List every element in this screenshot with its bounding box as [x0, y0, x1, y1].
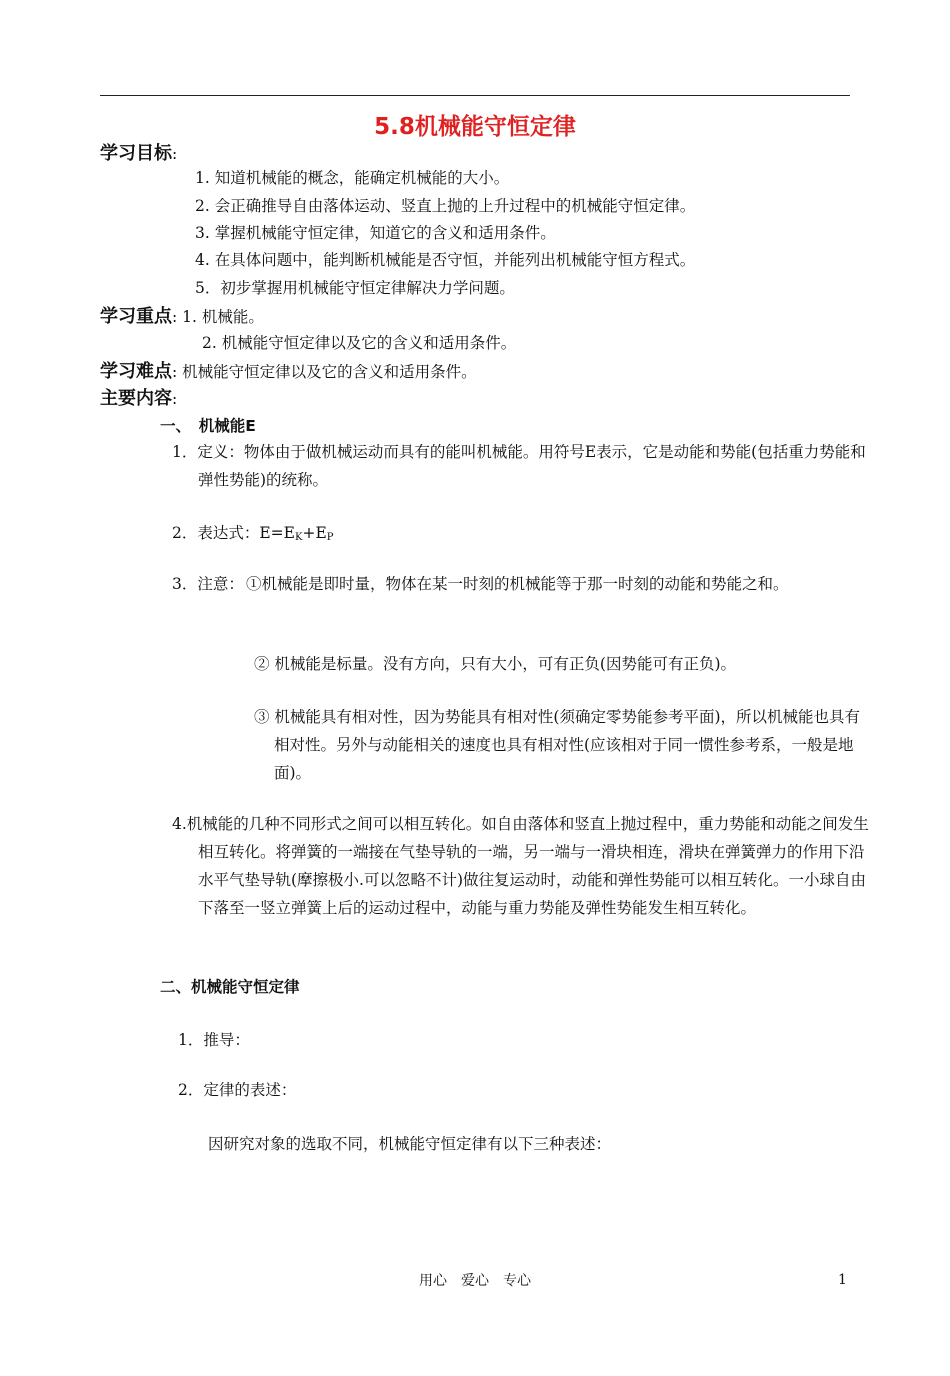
- difficulty-label: 学习难点: [100, 361, 172, 382]
- expression-plus: +E: [302, 524, 327, 542]
- main-content-colon: :: [172, 390, 178, 408]
- page-number: 1: [838, 1272, 847, 1288]
- objectives-heading: [100, 139, 177, 167]
- definition-paragraph: 1．定义：物体由于做机械运动而具有的能叫机械能。用符号E表示，它是动能和势能(包括重力势能和弹性势能)的统称。: [172, 443, 866, 489]
- section1-heading: 一、 机械能E: [160, 417, 256, 435]
- objective-item: 5．初步掌握用机械能守恒定律解决力学问题。: [195, 279, 515, 297]
- note-item-2: ② 机械能是标量。没有方向，只有大小，可有正负(因势能可有正负)。: [254, 655, 737, 673]
- key-point-item: : 1. 机械能。: [172, 308, 264, 326]
- objectives-colon: :: [172, 145, 178, 163]
- page-title: 5.8机械能守恒定律: [374, 114, 576, 140]
- main-content-label: 主要内容: [100, 388, 172, 409]
- key-point-item: 2. 机械能守恒定律以及它的含义和适用条件。: [202, 334, 517, 352]
- objective-item: 1. 知道机械能的概念，能确定机械能的大小。: [195, 169, 510, 187]
- expression-prefix: 2．表达式：E=E: [172, 524, 295, 542]
- footer-motto: 用心 爱心 专心: [419, 1273, 531, 1289]
- note-label: 3．注意：: [172, 575, 244, 593]
- key-points: [100, 302, 264, 330]
- expression-p-sub: P: [326, 532, 334, 543]
- objectives-label: 学习目标: [100, 143, 172, 164]
- key-points-label: 学习重点: [100, 306, 172, 327]
- main-content-heading: [100, 384, 177, 412]
- expression-k-sub: K: [294, 532, 303, 543]
- note-item-1: ①机械能是即时量，物体在某一时刻的机械能等于那一时刻的动能和势能之和。: [246, 575, 789, 593]
- section2-heading: 二、机械能守恒定律: [160, 978, 300, 996]
- expression-line: [172, 520, 334, 551]
- difficulty-text: : 机械能守恒定律以及它的含义和适用条件。: [172, 363, 477, 381]
- law-intro-text: 因研究对象的选取不同，机械能守恒定律有以下三种表述：: [208, 1135, 612, 1153]
- note-item-3: ③ 机械能具有相对性，因为势能具有相对性(须确定零势能参考平面)，所以机械能也具有相对性。另外与动能相关的速度也具有相对性(应该相对于同一惯性参考系，一般是地面)。: [254, 708, 861, 782]
- objective-item: 4. 在具体问题中，能判断机械能是否守恒，并能列出机械能守恒方程式。: [195, 251, 696, 269]
- header-rule: [100, 95, 850, 96]
- derivation-item: 1．推导：: [178, 1031, 250, 1049]
- law-statement-item: 2．定律的表述：: [178, 1081, 297, 1099]
- objective-item: 2. 会正确推导自由落体运动、竖直上抛的上升过程中的机械能守恒定律。: [195, 197, 696, 215]
- objective-item: 3. 掌握机械能守恒定律，知道它的含义和适用条件。: [195, 224, 556, 242]
- conversion-paragraph: 4.机械能的几种不同形式之间可以相互转化。如自由落体和竖直上抛过程中，重力势能和动能之间发生相互转化。将弹簧的一端接在气垫导轨的一端，另一端与一滑块相连，滑块在弹簧弹力的作用下沿水平气垫导轨(摩擦极小.可以忽略不计)做往复运动时，动能和弹性势能可以相互转化。一小球自由下落至一竖立弹簧上后的运动过程中，动能与重力势能及弹性势能发生相互转化。: [172, 815, 869, 917]
- difficulty: [100, 357, 477, 385]
